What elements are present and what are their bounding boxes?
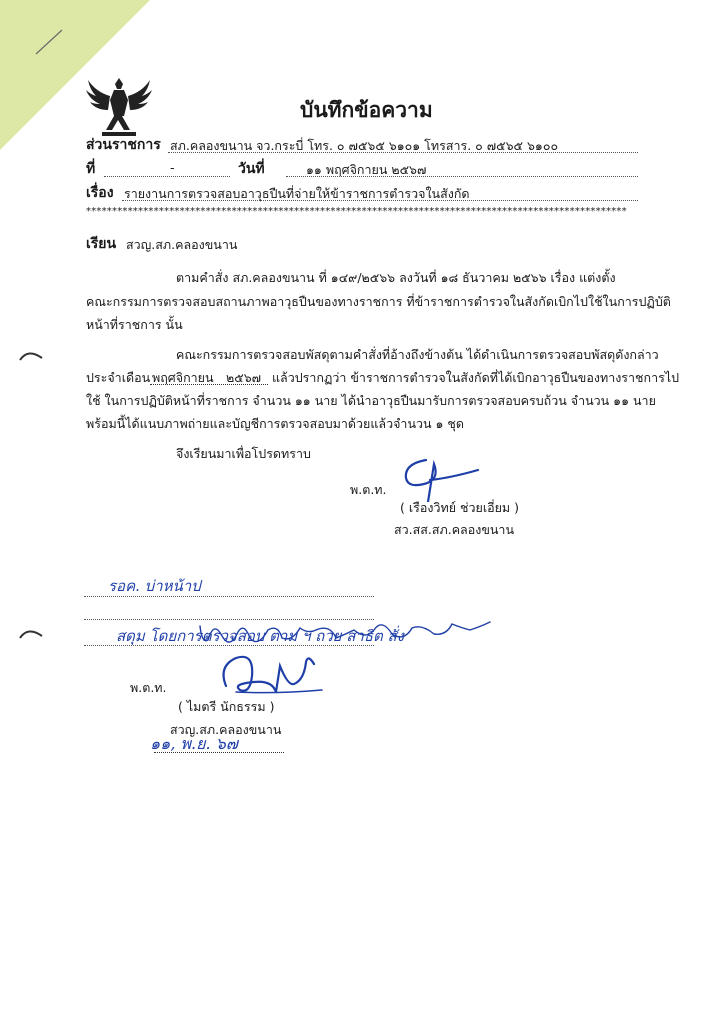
signer2-position: สวญ.สภ.คลองขนาน [170,722,282,737]
to-label: เรียน [86,236,117,252]
memo-title: บันทึกข้อความ [300,98,433,122]
signer2-signature [206,646,336,698]
punch-hole-top [16,346,46,372]
endorse-date-handwriting: ๑๑, พ.ย. ๖๗ [150,734,238,753]
agency-value: สภ.คลองขนาน จว.กระบี่ โทร. ๐ ๗๕๖๕ ๖๑๐๑ โทรสาร. ๐ ๗๕๖๕ ๖๑๐๐ [170,138,559,153]
para2-line1: คณะกรรมการตรวจสอบพัสดุตามคำสั่งที่อ้างถึงข้างต้น ได้ดำเนินการตรวจสอบพัสดุดังกล่าว [176,347,659,362]
ref-dotted-line [104,176,230,177]
para2-line3: ใช้ ในการปฏิบัติหน้าที่ราชการ จำนวน ๑๑ นาย ได้นำอาวุธปืนมารับการตรวจสอบครบถ้วน จำนวน ๑๑ นาย [86,393,656,408]
signer1-signature [396,454,486,502]
date-label: วันที่ [238,161,265,177]
endorse-handwriting-1: รอค. บ่าหน้าป [108,577,201,595]
para2-line2-rest: แล้วปรากฏว่า ข้าราชการตำรวจในสังกัดที่ได้เบิกอาวุธปืนของทางราชการไป [272,370,680,385]
para2-fill-dots [150,384,268,385]
ref-value: - [170,160,175,175]
separator-stars: ******************************************************************************************************** [86,206,627,217]
signer2-rank: พ.ต.ท. [130,680,167,695]
para1-line3: หน้าที่ราชการ นั้น [86,317,183,332]
closing-text: จึงเรียนมาเพื่อโปรดทราบ [176,446,311,461]
ref-label: ที่ [86,161,96,177]
para1-line1: ตามคำสั่ง สภ.คลองขนาน ที่ ๑๔๙/๒๕๖๖ ลงวันที่ ๑๘ ธันวาคม ๒๕๖๖ เรื่อง แต่งตั้ง [176,270,616,285]
subject-dotted-line [122,200,638,201]
para2-line2-month: พฤศจิกายน [152,370,214,385]
date-value: ๑๑ พฤศจิกายน ๒๕๖๗ [306,162,427,177]
to-value: สวญ.สภ.คลองขนาน [126,237,238,252]
punch-hole-bottom [16,624,46,650]
signer1-rank: พ.ต.ท. [350,482,387,497]
subject-value: รายงานการตรวจสอบอาวุธปืนที่จ่ายให้ข้าราชการตำรวจในสังกัด [124,186,470,201]
para2-line4: พร้อมนี้ได้แนบภาพถ่ายและบัญชีการตรวจสอบมาด้วยแล้วจำนวน ๑ ชุด [86,416,465,431]
subject-label: เรื่อง [86,185,114,201]
garuda-emblem-icon [84,74,154,142]
signer1-position: สว.สส.สภ.คลองขนาน [394,522,514,537]
date-dotted-line [286,176,638,177]
para1-line2: คณะกรรมการตรวจสอบสถานภาพอาวุธปืนของทางราชการ ที่ข้าราชการตำรวจในสังกัดเบิกไปใช้ในการปฏิบัติ [86,294,671,309]
signer2-name: ( ไมตรี นักธรรม ) [178,699,275,714]
agency-dotted-line [168,152,638,153]
para2-line2-prefix: ประจำเดือน [86,370,151,385]
endorse-handwriting-2: สดุม โดยการตรวจสอบ ตาม ฯ ถวย สาธิต สั่ง [116,627,404,645]
agency-label: ส่วนราชการ [86,137,161,153]
endorse-date-dots [154,752,284,753]
para2-line2-year: ๒๕๖๗ [226,370,262,385]
signer1-name: ( เรืองวิทย์ ช่วยเอี่ยม ) [400,500,520,515]
